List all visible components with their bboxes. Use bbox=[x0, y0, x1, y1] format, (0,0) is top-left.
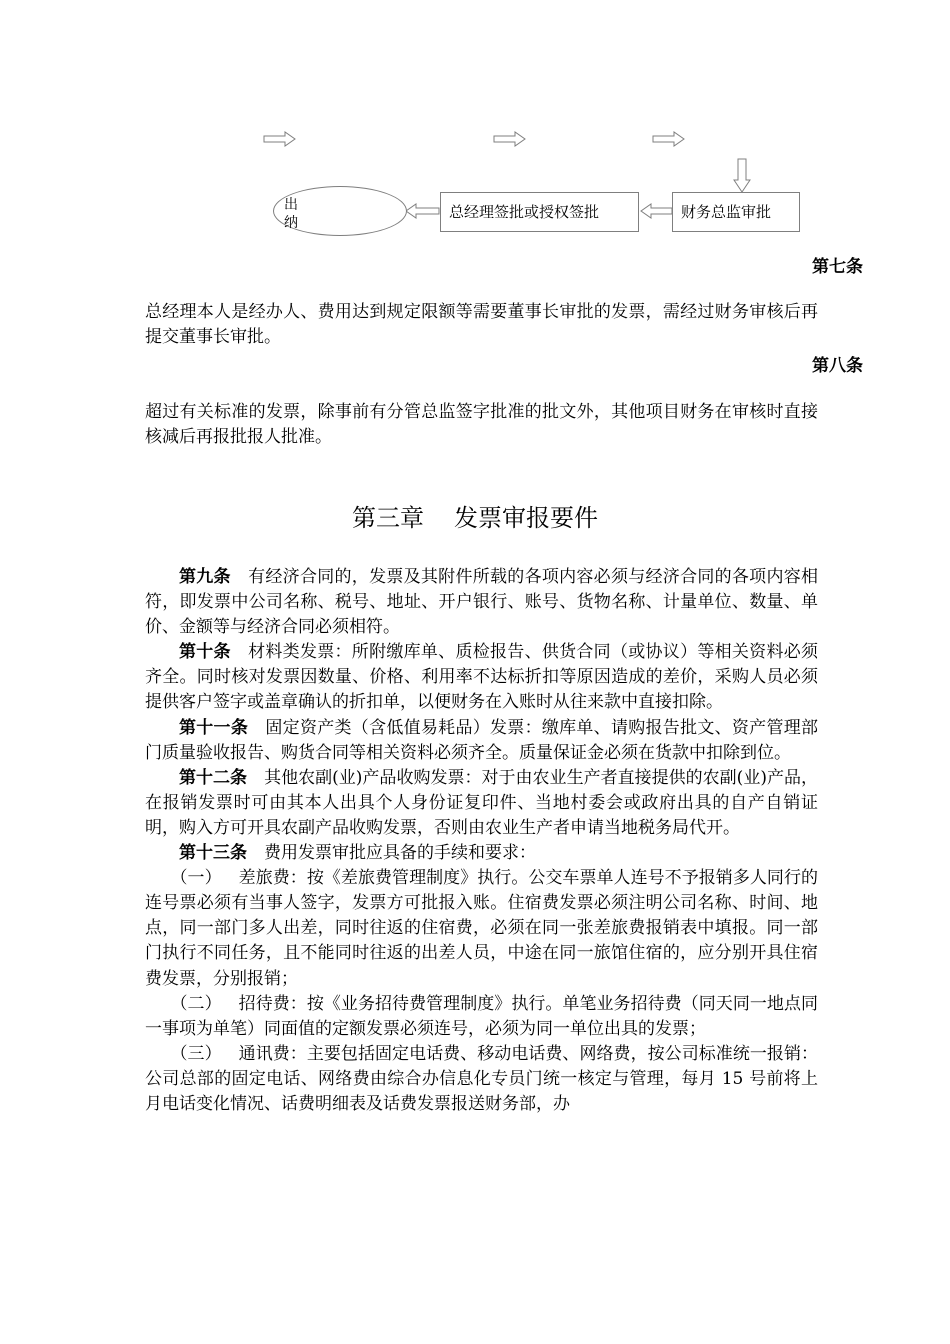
cashier-label-line2: 纳 bbox=[284, 215, 298, 229]
article-label: 第十条 bbox=[179, 642, 231, 663]
cashier-label-line1: 出 bbox=[284, 197, 298, 213]
article-text: 费用发票审批应具备的手续和要求： bbox=[264, 843, 536, 864]
chapter-body bbox=[145, 565, 818, 1117]
article-text: 其他农副(业)产品收购发票：对于由农业生产者直接提供的农副(业)产品，在报销发票时可由其本人出具个人身份证复印件、当地村委会或政府出具的自产自销证明，购入方可开具农副产品收购发票，否则由农业生产者申请当地税务局代开。 bbox=[145, 767, 819, 838]
item-label: （一） bbox=[170, 868, 222, 889]
article-9 bbox=[145, 565, 818, 640]
article-label: 第十二条 bbox=[179, 767, 248, 788]
flow-box-gm-approval: 总经理签批或授权签批 bbox=[440, 192, 639, 232]
article-label: 第九条 bbox=[179, 567, 231, 587]
left-arrow-icon bbox=[404, 203, 440, 219]
flow-box-cfo-approval: 财务总监审批 bbox=[672, 192, 800, 232]
article-text: 固定资产类（含低值易耗品）发票：缴库单、请购报告批文、资产管理部门质量验收报告、购货合同等相关资料必须齐全。质量保证金必须在货款中扣除到位。 bbox=[145, 717, 819, 763]
article-label: 第十三条 bbox=[179, 843, 247, 864]
flow-node-cashier bbox=[273, 186, 407, 236]
right-arrow-icon bbox=[652, 131, 686, 147]
article-13 bbox=[145, 841, 818, 866]
article-10 bbox=[145, 640, 818, 715]
article-text: 有经济合同的，发票及其附件所载的各项内容必须与经济合同的各项内容相符，即发票中公司名称、税号、地址、开户银行、账号、货物名称、计量单位、数量、单价、金额等与经济合同必须相符。 bbox=[145, 567, 819, 638]
right-arrow-icon bbox=[263, 131, 297, 147]
item-text: 招待费：按《业务招待费管理制度》执行。单笔业务招待费（同天同一地点同一事项为单笔）同面值的定额发票必须连号，必须为同一单位出具的发票； bbox=[145, 993, 819, 1039]
list-item-travel bbox=[145, 866, 818, 991]
item-label: （三） bbox=[170, 1043, 222, 1064]
chapter-title: 发票审报要件 bbox=[454, 504, 598, 532]
article-text: 材料类发票：所附缴库单、质检报告、供货合同（或协议）等相关资料必须齐全。同时核对发票因数量、价格、利用率不达标折扣等原因造成的差价，采购人员必须提供客户签字或盖章确认的折扣单，以便财务在入账时从往来款中直接扣除。 bbox=[145, 642, 819, 713]
left-arrow-icon bbox=[639, 203, 673, 219]
article-8-label: 第八条 bbox=[812, 356, 863, 376]
list-item-telecom bbox=[145, 1042, 818, 1117]
article-12 bbox=[145, 766, 818, 841]
list-item-entertainment bbox=[145, 992, 818, 1042]
down-arrow-icon bbox=[733, 158, 751, 194]
item-label: （二） bbox=[170, 993, 222, 1014]
item-text: 通讯费：主要包括固定电话费、移动电话费、网络费，按公司标准统一报销：公司总部的固定电话、网络费由综合办信息化专员门统一核定与管理，每月 15 号前将上月电话变化情况、话费明细表及话费发票报送财务部，办 bbox=[145, 1043, 819, 1114]
article-7-text: 总经理本人是经办人、费用达到规定限额等需要董事长审批的发票，需经过财务审核后再提交董事长审批。 bbox=[145, 302, 818, 347]
chapter-heading bbox=[0, 498, 950, 533]
item-text: 差旅费：按《差旅费管理制度》执行。公交车票单人连号不予报销多人同行的连号票必须有当事人签字，发票方可批报入账。住宿费发票必须注明公司名称、时间、地点，同一部门多人出差，同时往返的住宿费，必须在同一张差旅费报销表中填报。同一部门执行不同任务，且不能同时往返的出差人员，中途在同一旅馆住宿的，应分别开具住宿费发票，分别报销； bbox=[145, 868, 819, 989]
article-label: 第十一条 bbox=[179, 717, 249, 738]
chapter-number: 第三章 bbox=[352, 504, 424, 532]
article-8-text: 超过有关标准的发票，除事前有分管总监签字批准的批文外，其他项目财务在审核时直接核减后再报批报人批准。 bbox=[145, 402, 818, 447]
article-11 bbox=[145, 716, 818, 766]
article-7-label: 第七条 bbox=[812, 257, 863, 277]
right-arrow-icon bbox=[493, 131, 527, 147]
